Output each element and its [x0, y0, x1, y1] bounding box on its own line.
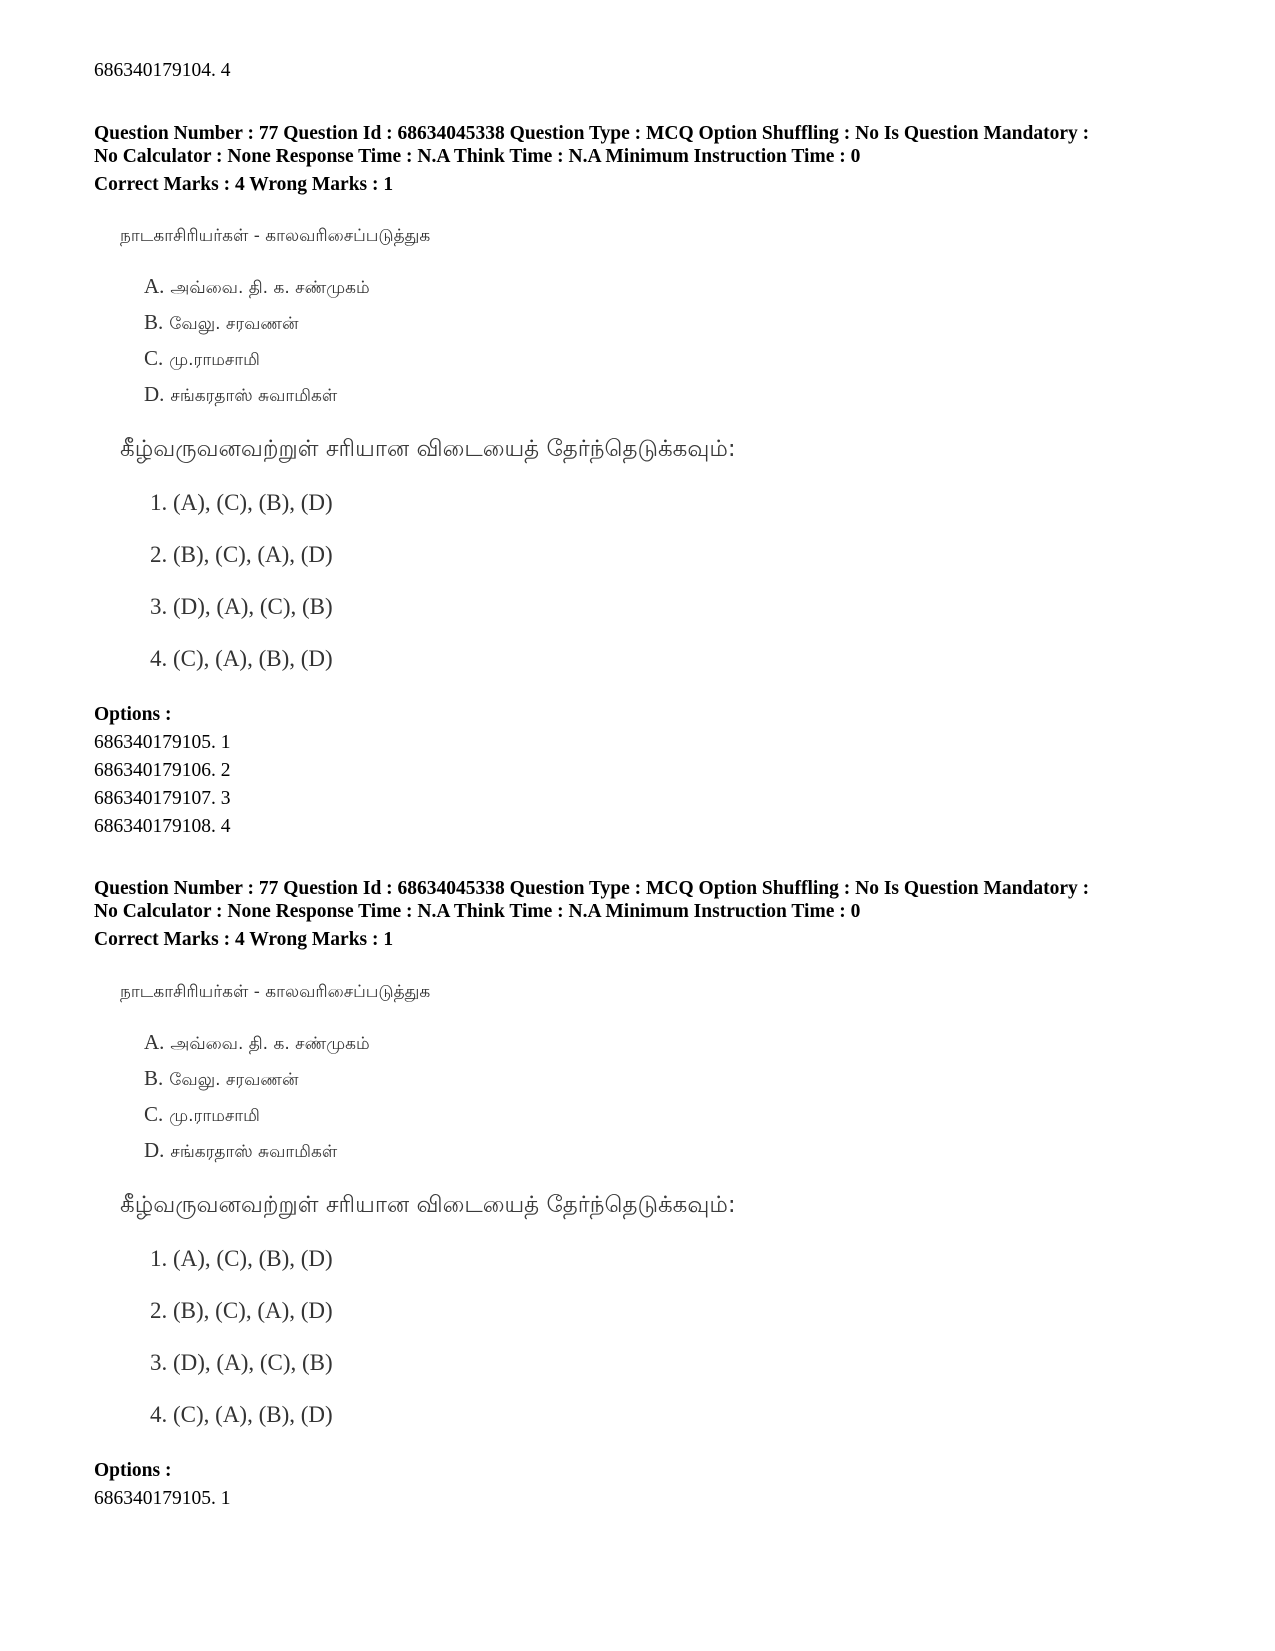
question-title: நாடகாசிரியர்கள் - காலவரிசைப்படுத்துக: [120, 226, 431, 246]
question-title: நாடகாசிரியர்கள் - காலவரிசைப்படுத்துக: [120, 982, 431, 1002]
answer-choice: 3. (D), (A), (C), (B): [150, 1350, 333, 1375]
options-label: Options :: [94, 704, 172, 725]
answer-choice: 1. (A), (C), (B), (D): [150, 490, 333, 515]
options-label: Options :: [94, 1460, 172, 1481]
list-item: B. வேலு. சரவணன்: [144, 1066, 299, 1090]
answer-choice: 4. (C), (A), (B), (D): [150, 646, 333, 671]
list-item: B. வேலு. சரவணன்: [144, 310, 299, 334]
answer-choice: 4. (C), (A), (B), (D): [150, 1402, 333, 1427]
answer-choice: 1. (A), (C), (B), (D): [150, 1246, 333, 1271]
list-item: C. மு.ராமசாமி: [144, 1102, 260, 1126]
option-row: 686340179108. 4: [94, 816, 231, 837]
option-row: 686340179105. 1: [94, 732, 231, 753]
option-row: 686340179105. 1: [94, 1488, 231, 1509]
option-row: 686340179107. 3: [94, 788, 231, 809]
list-item: C. மு.ராமசாமி: [144, 346, 260, 370]
previous-option-line: 686340179104. 4: [94, 60, 231, 81]
question-header-line-1: Question Number : 77 Question Id : 68634045338 Question Type : MCQ Option Shuffling : No Is Question Mandatory :: [94, 878, 1090, 899]
option-row: 686340179106. 2: [94, 760, 231, 781]
instruction-text: கீழ்வருவனவற்றுள் சரியான விடையைத் தேர்ந்தெடுக்கவும்:: [120, 436, 736, 462]
marks-line: Correct Marks : 4 Wrong Marks : 1: [94, 929, 394, 950]
list-item: D. சங்கரதாஸ் சுவாமிகள்: [144, 1138, 338, 1162]
list-item: A. அவ்வை. தி. க. சண்முகம்: [144, 274, 370, 298]
marks-line: Correct Marks : 4 Wrong Marks : 1: [94, 174, 394, 195]
instruction-text: கீழ்வருவனவற்றுள் சரியான விடையைத் தேர்ந்தெடுக்கவும்:: [120, 1192, 736, 1218]
list-item: D. சங்கரதாஸ் சுவாமிகள்: [144, 382, 338, 406]
question-image: [0, 218, 1275, 698]
question-header-line-2: No Calculator : None Response Time : N.A Think Time : N.A Minimum Instruction Time : 0: [94, 146, 861, 167]
question-image: [0, 974, 1275, 1454]
list-item: A. அவ்வை. தி. க. சண்முகம்: [144, 1030, 370, 1054]
answer-choice: 3. (D), (A), (C), (B): [150, 594, 333, 619]
question-header-line-1: Question Number : 77 Question Id : 68634045338 Question Type : MCQ Option Shuffling : No Is Question Mandatory :: [94, 123, 1090, 144]
answer-choice: 2. (B), (C), (A), (D): [150, 1298, 333, 1323]
answer-choice: 2. (B), (C), (A), (D): [150, 542, 333, 567]
question-header-line-2: No Calculator : None Response Time : N.A Think Time : N.A Minimum Instruction Time : 0: [94, 901, 861, 922]
